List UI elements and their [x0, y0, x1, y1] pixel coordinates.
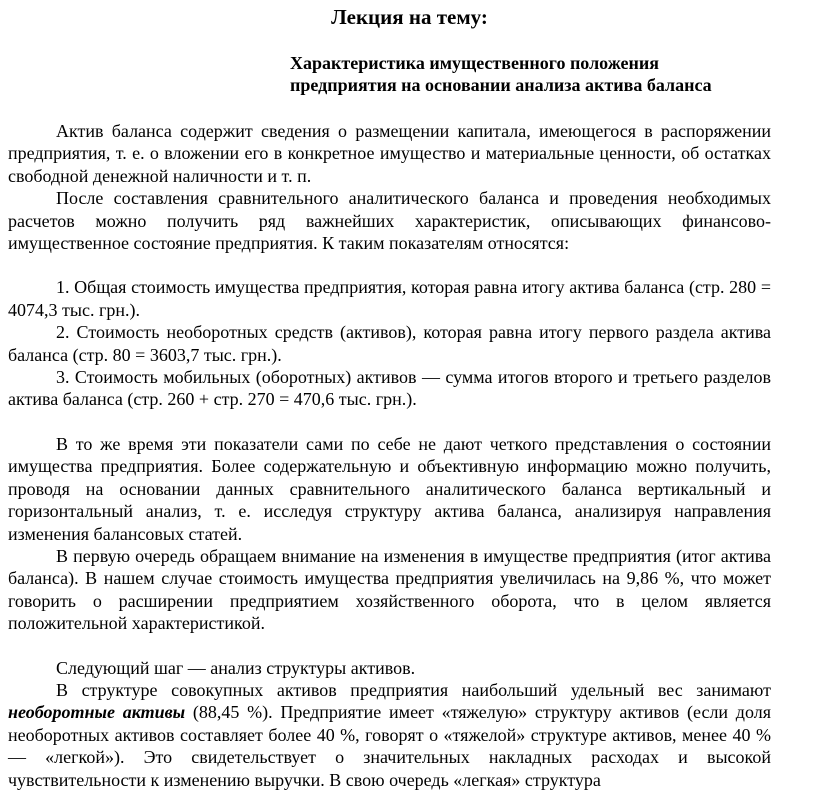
topic-title-line-2: предприятия на основании анализа актива баланса: [290, 75, 712, 95]
paragraph-vertical-horizontal-analysis: В то же время эти показатели сами по себе не дают четкого представления о состоянии имущества предприятия. Более содержательную и объективную информацию можно получить, проводя на основании данных сравнительного аналитического баланса вертикальный и горизонтальный анализ, т. е. исследуя структуру актива баланса, анализируя направления изменения балансовых статей.: [8, 433, 771, 544]
list-item-current-assets: 3. Стоимость мобильных (оборотных) активов — сумма итогов второго и третьего разделов актива баланса (стр. 260 + стр. 270 = 470,6 тыс. грн.).: [8, 367, 771, 410]
list-item-noncurrent-assets: 2. Стоимость необоротных средств (активов), которая равна итогу первого раздела актива баланса (стр. 80 = 3603,7 тыс. грн.).: [8, 322, 771, 365]
spacer: [8, 254, 771, 276]
term-noncurrent-assets: необоротные активы: [8, 702, 186, 723]
spacer: [8, 411, 771, 433]
document-page: [8, 0, 771, 791]
asset-structure-text-start: В структуре совокупных активов предприятия наибольший удельный вес занимают: [56, 679, 771, 700]
list-item-total-property: 1. Общая стоимость имущества предприятия, которая равна итогу актива баланса (стр. 280 = 4074,3 тыс. грн.).: [8, 277, 771, 320]
paragraph-next-step: Следующий шаг — анализ структуры активов.: [56, 657, 416, 678]
document-body: [8, 120, 771, 791]
topic-title-line-1: Характеристика имущественного положения: [290, 53, 660, 73]
paragraph-asset-balance-intro: Актив баланса содержит сведения о размещении капитала, имеющегося в распоряжении предприятия, т. е. о вложении его в конкретное имущество и материальные ценности, об остатках свободной денежной наличности и т. п.: [8, 121, 771, 186]
asset-structure-text-end: (88,45 %). Предприятие имеет «тяжелую» структуру активов (если доля необоротных активов составляет более 40 %, говорят о «тяжелой» структуре активов, менее 40 % — «легкой»). Это свидетельствует о значительных накладных расходах и высокой чувствительности к изменению выручки. В свою очередь «легкая» структура: [8, 702, 771, 790]
lecture-heading: Лекция на тему:: [331, 5, 488, 29]
paragraph-asset-structure: [8, 679, 771, 791]
paragraph-property-change: В первую очередь обращаем внимание на изменения в имуществе предприятия (итог актива баланса). В нашем случае стоимость имущества предприятия увеличилась на 9,86 %, что может говорить о расширении предприятием хозяйственного оборота, что в целом является положительной характеристикой.: [8, 545, 771, 634]
paragraph-indicators-intro: После составления сравнительного аналитического баланса и проведения необходимых расчетов можно получить ряд важнейших характеристик, описывающих финансово-имущественное состояние предприятия. К таким показателям относятся:: [8, 188, 771, 254]
topic-title: [290, 52, 771, 96]
spacer: [8, 635, 771, 657]
